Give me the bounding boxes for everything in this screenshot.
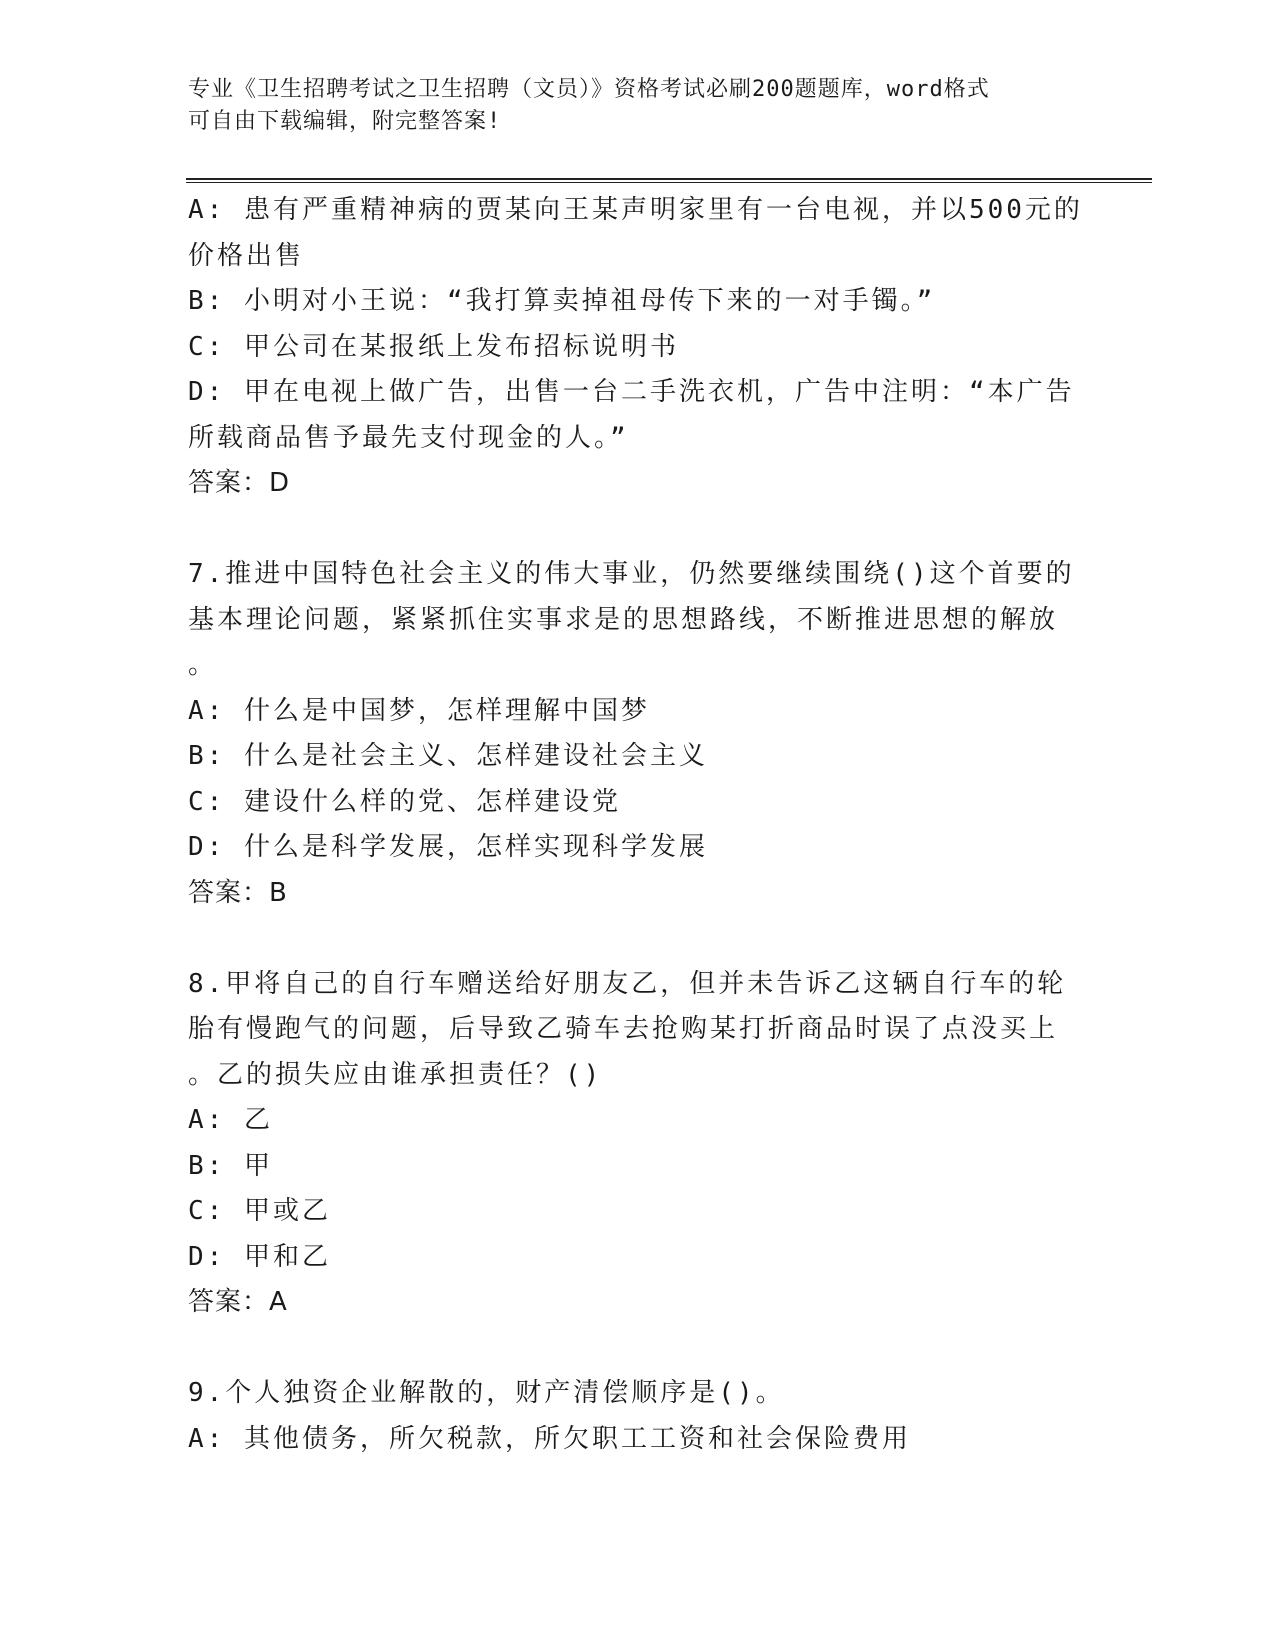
question-stem-line-2: 基本理论问题，紧紧抓住实事求是的思想路线，不断推进思想的解放	[188, 604, 1059, 635]
option-d: D: 甲和乙	[188, 1241, 331, 1272]
answer: 答案：A	[188, 1287, 288, 1317]
option-d-line-2: 所载商品售予最先支付现金的人。”	[188, 422, 629, 453]
question-6	[188, 188, 1083, 507]
option-c: C: 甲公司在某报纸上发布招标说明书	[188, 331, 679, 362]
option-a-line-2: 价格出售	[188, 240, 305, 271]
option-a-line-1: A: 患有严重精神病的贾某向王某声明家里有一台电视，并以500元的	[188, 195, 1083, 225]
spacer	[188, 507, 1068, 553]
option-b: B: 小明对小王说：“我打算卖掉祖母传下来的一对手镯。”	[188, 286, 936, 316]
question-8	[188, 962, 1068, 1326]
option-a: A: 什么是中国梦，怎样理解中国梦	[188, 695, 650, 726]
option-b: B: 什么是社会主义、怎样建设社会主义	[188, 741, 708, 771]
option-c: C: 建设什么样的党、怎样建设党	[188, 786, 621, 817]
question-stem-line-1: 8.甲将自己的自行车赠送给好朋友乙，但并未告诉乙这辆自行车的轮	[188, 968, 1067, 999]
option-b: B: 甲	[188, 1150, 273, 1181]
option-d-line-1: D: 甲在电视上做广告，出售一台二手洗衣机，广告中注明：“本广告	[188, 377, 1075, 407]
question-stem-line-3: 。	[188, 650, 218, 680]
question-stem-line-1: 9.个人独资企业解散的，财产清偿顺序是()。	[188, 1378, 785, 1408]
option-d: D: 什么是科学发展，怎样实现科学发展	[188, 832, 708, 862]
header-divider	[186, 178, 1152, 183]
question-stem-line-3: 。乙的损失应由谁承担责任？()	[188, 1059, 603, 1090]
header-line-1: 专业《卫生招聘考试之卫生招聘（文员）》资格考试必刷200题题库，word格式	[188, 77, 990, 102]
question-stem-line-1: 7.推进中国特色社会主义的伟大事业，仍然要继续围绕()这个首要的	[188, 559, 1075, 589]
question-9	[188, 1371, 1068, 1462]
document-header	[188, 74, 1068, 138]
option-a: A: 乙	[188, 1105, 273, 1135]
question-list	[188, 188, 1083, 1462]
answer: 答案：B	[188, 877, 288, 908]
header-line-2: 可自由下载编辑，附完整答案!	[188, 109, 502, 134]
option-a: A: 其他债务，所欠税款，所欠职工工资和社会保险费用	[188, 1423, 911, 1454]
question-7	[188, 552, 1075, 916]
spacer	[188, 1326, 1068, 1372]
answer: 答案：D	[188, 468, 291, 498]
spacer	[188, 916, 1068, 962]
question-stem-line-2: 胎有慢跑气的问题，后导致乙骑车去抢购某打折商品时误了点没买上	[188, 1014, 1059, 1044]
option-c: C: 甲或乙	[188, 1196, 331, 1226]
